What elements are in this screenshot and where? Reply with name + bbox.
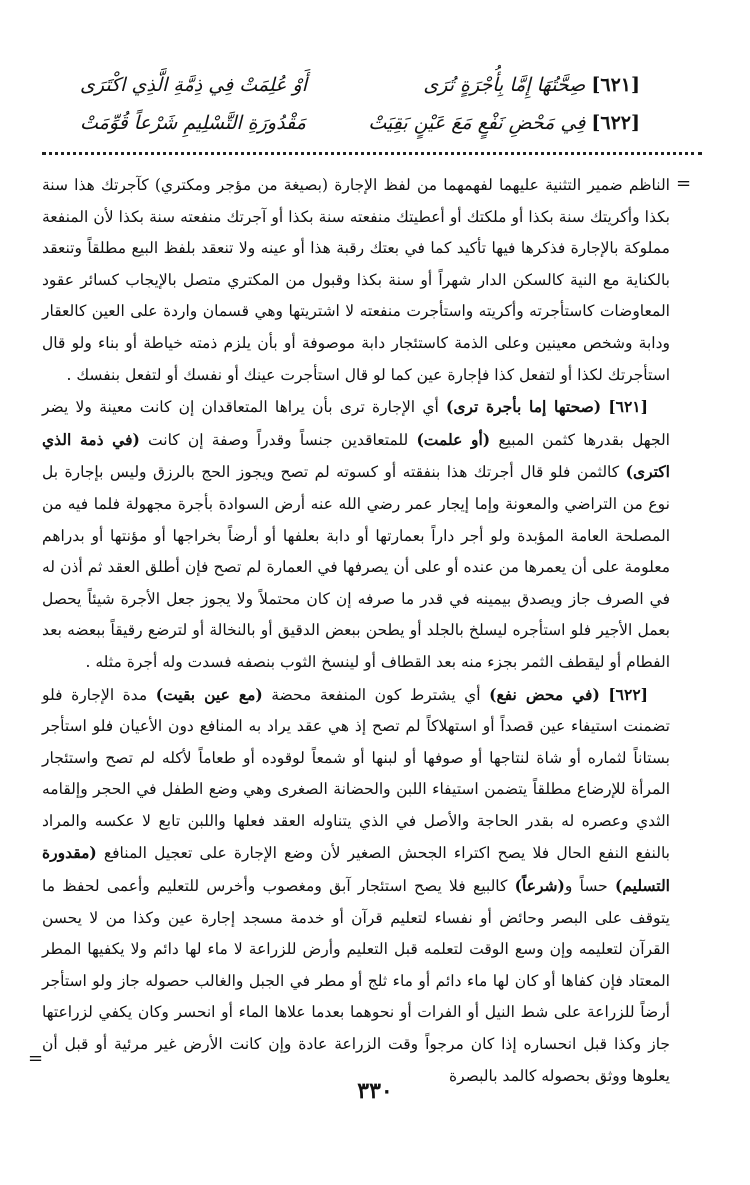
dotted-divider <box>42 152 702 155</box>
paragraph-2-number: [٦٢١] <box>608 397 648 417</box>
poem-block <box>80 66 640 142</box>
verse-622-number: [٦٢٢] <box>591 112 640 134</box>
continuation-mark-start: = <box>676 173 692 194</box>
verse-622-second-hemistich: مَقْدُورَةِ التَّسْلِيمِ شَرْعاً قُوِّمَتْ <box>80 112 306 134</box>
commentary-paragraph-1: الناظم ضمير التثنية عليهما لفهمهما من لفظ الإجارة (بصيغة من مؤجر ومكتري) كآجرتك هذا سنة بكذا وأكريتك سنة بكذا أو ملكتك أو أعطيتك منفعته سنة بكذا أو آجرتك منفعته سنة بكذا لأن المنفعة مملوكة بالإجارة فذكرها فيها تأكيد كما في بعتك رقبة هذا أو عينه ولا تنعقد بلفظ البيع مطلقاً وتنعقد بالكناية مع النية كالسكن الدار شهراً أو سنة بكذا وقبول من المكتري متصل بالإيجاب كسائر عقود المعاوضات كاستأجرته وأكريته واستأجرت منفعته لا اشتريتها وهي قسمان واردة على العين كالعقار ودابة وشخص معينين وعلى الذمة كاستئجار دابة موصوفة أو بأن يلزم ذمته خياطة أو بناء ولو قال استأجرتك لكذا أو لتفعل كذا فإجارة عين كما لو قال استأجرت عينك أو نفسك أو لتفعل بنفسك . <box>42 176 670 384</box>
page-number: ٣٣٠ <box>357 1078 393 1104</box>
verse-622 <box>80 104 640 142</box>
verse-621-second-hemistich: أَوْ عُلِمَتْ فِي ذِمَّةِ الَّذِي اكْتَرَى <box>80 74 307 96</box>
commentary-paragraph-2: [٦٢١] (صحتها إما بأجرة ترى) أي الإجارة ترى بأن يراها المتعاقدان إن كانت معينة ولا يضر الجهل بقدرها كثمن المبيع (أو علمت) للمتعاقدين جنساً وقدراً وصفة إن كانت (في ذمة الذي اكترى) كالثمن فلو قال أجرتك هذا بنفقته أو كسوته لم تصح ويجوز الحج بالرزق وليس بإجارة بل نوع من التراضي والمعونة وإما إيجار عمر رضي الله عنه أرض السوادة بأجرة مجهولة فلما فيه من المصلحة العامة المؤبدة ولو أجر داراً بعمارتها أو دابة بعلفها أو أرضاً بخراجها أو مؤنتها أو بدراهم معلومة على أن يعمرها من عنده أو على أن يصرفها في العمارة لم تصح فإن أطلق العقد ثم أذن له في الصرف جاز ويصدق بيمينه في قدر ما صرفه إن كان محتملاً ولا يجوز جعل الأجرة شيئاً يحصل بعمل الأجير فلو استأجره ليسلخ بالجلد أو يطحن ببعض الدقيق أو بالنخالة أو لترضع رقيقاً ببعضه بعد الفطام أو ليقطف الثمر بجزء منه بعد القطاف أو لينسخ الثوب بنصفه فسدت وله أجرة مثله . <box>42 397 670 671</box>
commentary-paragraph-3: [٦٢٢] (في محض نفع) أي يشترط كون المنفعة محضة (مع عين بقيت) مدة الإجارة فلو تضمنت استيفاء عين قصداً أو استهلاكاً لم تصح إذ هي عقد يراد به المنافع دون الأعيان فلو استأجر بستاناً لثماره أو شاة لنتاجها أو صوفها أو لبنها أو شمعاً لوقوده أو طعاماً لأكله لم تصح واستئجار المرأة للإرضاع مطلقاً يتضمن استيفاء اللبن والحضانة الصغرى وهي وضع الطفل في الحجر وإلقامه الثدي وعصره له بقدر الحاجة والأصل في الذي يتناوله العقد فعلها واللبن تابع لا عكسه والمراد بالنفع النفع الحال فلا يصح اكتراء الجحش الصغير لأن وضع الإجارة على تعجيل المنافع (مقدورة التسليم) حساً و(شرعاً) كالبيع فلا يصح استئجار آبق ومغصوب وأخرس للتعليم وأعمى لحفظ ما يتوقف على البصر وحائض أو نفساء لتعليم قرآن أو خدمة مسجد إجارة عين وكذا من لا يحسن القرآن لتعليمه وإن وسع الوقت لتعلمه قبل التعليم وأرض للزراعة لا ماء لها دائم ولا يكفيها المطر المعتاد فإن كفاها أو كان لها ماء دائم أو ماء ثلج أو مطر في الجبل والغالب حصوله جاز ولو استأجر أرضاً للزراعة على شط النيل أو الفرات أو نحوهما بعدما علاها الماء أو انحسر وكان يكفي لزراعتها جاز وكذا قبل انحساره إذا كان مرجواً وقت الزراعة عادة وإن كانت الأرض غير مرئية أو قبل أن يعلوها ووثق بحصوله كالمد بالبصرة <box>42 684 670 1085</box>
verse-621-first-hemistich: [٦٢١] صِحَّتُهَا إِمَّا بِأُجْرَةٍ تُرَى <box>423 74 640 96</box>
verse-622-first-hemistich: [٦٢٢] فِي مَحْضِ نَفْعٍ مَعَ عَيْنٍ بَقِيَتْ <box>368 112 640 134</box>
commentary-text <box>42 170 670 1092</box>
verse-621 <box>80 66 640 104</box>
continuation-mark-end: = <box>28 1048 44 1069</box>
verse-621-number: [٦٢١] <box>591 74 640 96</box>
paragraph-3-number: [٦٢٢] <box>608 684 648 704</box>
